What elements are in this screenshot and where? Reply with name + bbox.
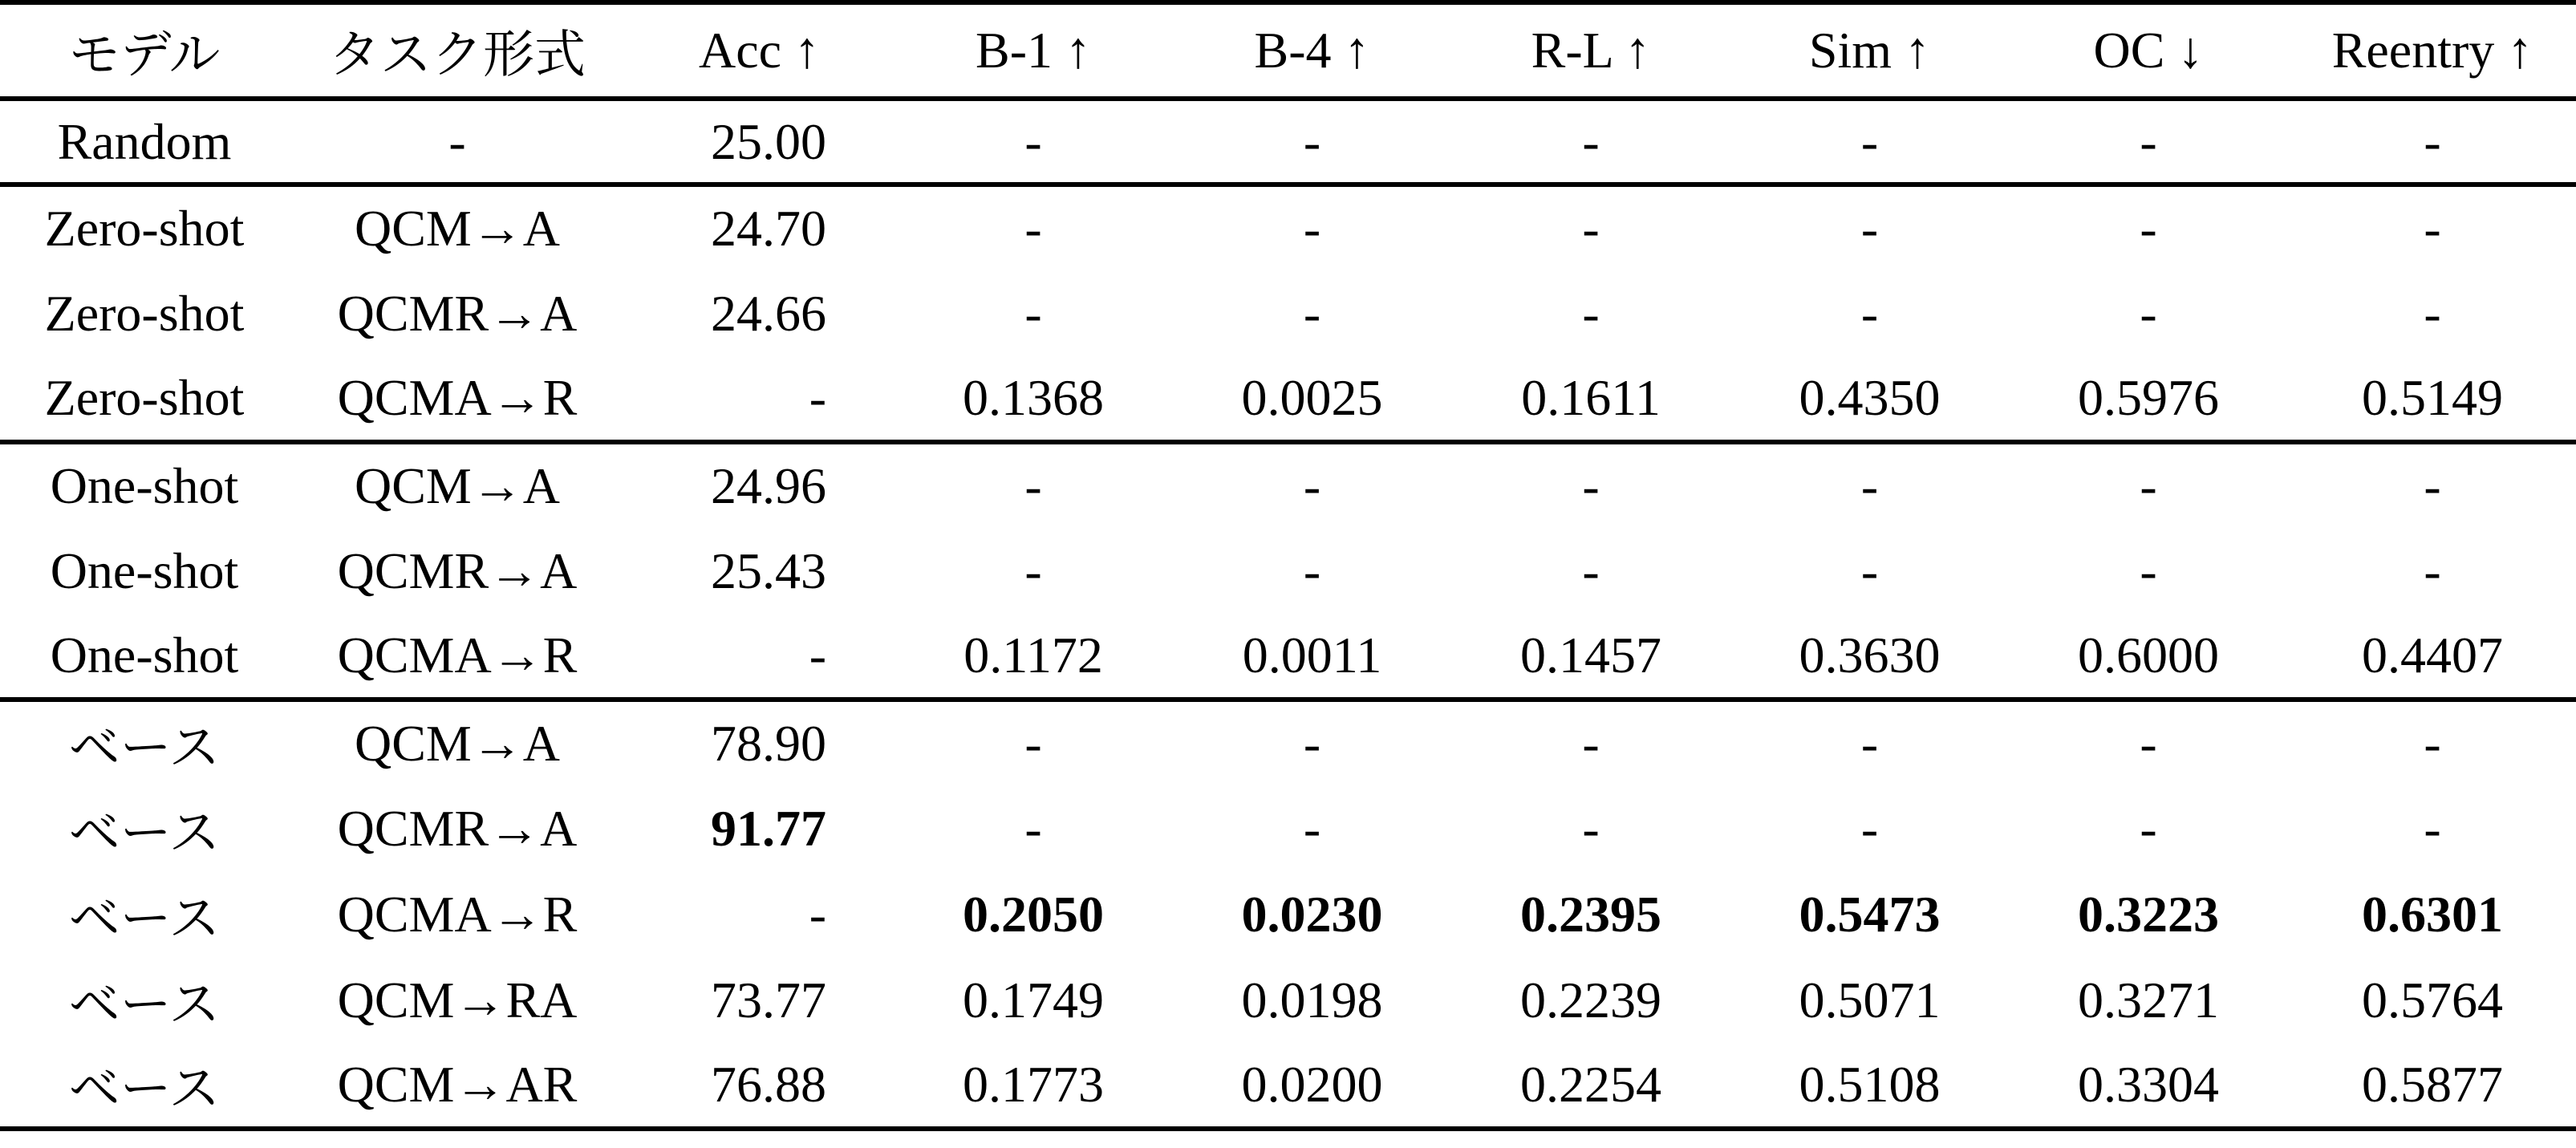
cell-sim: 0.4350: [1731, 356, 2008, 442]
cell-task: -: [289, 99, 626, 185]
cell-rl: 0.2395: [1520, 885, 1661, 943]
cell-oc: 0.6000: [2008, 614, 2289, 700]
cell-oc: -: [2140, 200, 2157, 257]
cell-acc: 91.77: [711, 799, 826, 857]
cell-b4: -: [1303, 457, 1321, 514]
table-row: [0, 270, 2576, 356]
cell-b1: -: [1024, 799, 1042, 857]
cell-acc: 73.77: [711, 971, 826, 1028]
cell-sim: 0.5473: [1799, 885, 1941, 943]
cell-reentry: 0.5149: [2289, 356, 2576, 442]
table-row: [0, 785, 2576, 871]
cell-rl: 0.2254: [1450, 1043, 1731, 1129]
cell-b4: 0.0198: [1241, 971, 1383, 1028]
cell-b1: -: [1024, 457, 1042, 514]
cell-oc: 0.3223: [2078, 885, 2219, 943]
cell-model: Zero-shot: [0, 356, 289, 442]
cell-sim: 0.3630: [1731, 614, 2008, 700]
cell-rl: 0.1611: [1450, 356, 1731, 442]
cell-sim: 0.5108: [1731, 1043, 2008, 1129]
cell-sim: -: [1860, 542, 1879, 599]
table-row: [0, 528, 2576, 614]
table-row: [0, 356, 2576, 442]
header-reentry: Reentry ↑: [2289, 2, 2576, 99]
cell-acc: 78.90: [711, 715, 826, 772]
cell-model: ベース: [0, 1043, 289, 1129]
cell-reentry: -: [2424, 457, 2441, 514]
header-model: モデル: [0, 2, 289, 99]
cell-b4: 0.0011: [1174, 614, 1450, 700]
cell-b4: -: [1303, 284, 1321, 342]
table-row: [0, 1043, 2576, 1129]
cell-rl: -: [1582, 799, 1600, 857]
cell-oc: -: [2008, 99, 2289, 185]
cell-b1: 0.1749: [963, 971, 1104, 1028]
cell-sim: -: [1860, 284, 1879, 342]
cell-b1: 0.1172: [893, 614, 1174, 700]
header-acc: Acc ↑: [626, 2, 893, 99]
cell-sim: -: [1860, 799, 1879, 857]
cell-oc: -: [2140, 457, 2157, 514]
cell-b1: -: [1024, 542, 1042, 599]
cell-rl: -: [1582, 715, 1600, 772]
cell-b4: -: [1303, 542, 1321, 599]
cell-oc: 0.3304: [2008, 1043, 2289, 1129]
cell-reentry: -: [2424, 284, 2441, 342]
header-b1: B-1 ↑: [893, 2, 1174, 99]
cell-sim: -: [1731, 99, 2008, 185]
table-row: [0, 700, 2576, 785]
cell-b1: 0.1368: [893, 356, 1174, 442]
cell-acc: 24.66: [711, 284, 826, 342]
cell-reentry: 0.6301: [2362, 885, 2503, 943]
cell-reentry: 0.5764: [2362, 971, 2503, 1028]
cell-model: Zero-shot: [44, 284, 245, 342]
cell-b4: 0.0200: [1174, 1043, 1450, 1129]
cell-task: QCM→A: [354, 715, 561, 772]
cell-b1: -: [1024, 200, 1042, 257]
cell-model: ベース: [68, 890, 221, 947]
header-sim: Sim ↑: [1731, 2, 2008, 99]
cell-reentry: -: [2424, 542, 2441, 599]
cell-task: QCMA→R: [289, 356, 626, 442]
cell-acc: -: [809, 885, 826, 943]
cell-reentry: 0.5877: [2289, 1043, 2576, 1129]
cell-b4: -: [1303, 200, 1321, 257]
cell-b1: 0.2050: [963, 885, 1104, 943]
cell-model: Zero-shot: [44, 200, 245, 257]
cell-rl: 0.2239: [1520, 971, 1661, 1028]
cell-acc: 24.96: [711, 457, 826, 514]
cell-rl: -: [1582, 200, 1600, 257]
cell-acc: -: [626, 356, 893, 442]
cell-sim: -: [1860, 200, 1879, 257]
cell-reentry: -: [2424, 200, 2441, 257]
cell-acc: -: [626, 614, 893, 700]
cell-b4: 0.0230: [1241, 885, 1383, 943]
cell-oc: 0.3271: [2078, 971, 2219, 1028]
cell-reentry: -: [2424, 799, 2441, 857]
cell-b4: -: [1303, 799, 1321, 857]
cell-rl: -: [1582, 284, 1600, 342]
cell-reentry: -: [2289, 99, 2576, 185]
cell-task: QCM→A: [354, 200, 561, 257]
header-oc: OC ↓: [2008, 2, 2289, 99]
cell-acc: 24.70: [711, 200, 826, 257]
cell-rl: -: [1450, 99, 1731, 185]
table-row: [0, 871, 2576, 957]
header-row: [0, 2, 2576, 99]
cell-task: QCMR→A: [337, 284, 578, 342]
cell-task: QCMR→A: [337, 799, 578, 857]
cell-task: QCMR→A: [337, 542, 578, 599]
table-row: [0, 614, 2576, 700]
cell-task: QCM→RA: [337, 971, 578, 1028]
table-row: [0, 185, 2576, 270]
header-rl: R-L ↑: [1450, 2, 1731, 99]
cell-sim: -: [1860, 715, 1879, 772]
cell-b1: 0.1773: [893, 1043, 1174, 1129]
cell-b4: -: [1174, 99, 1450, 185]
cell-model: Random: [0, 99, 289, 185]
cell-task: QCMA→R: [289, 614, 626, 700]
cell-task: QCM→AR: [289, 1043, 626, 1129]
cell-model: ベース: [68, 720, 221, 777]
cell-model: One-shot: [50, 542, 239, 599]
cell-reentry: -: [2424, 715, 2441, 772]
cell-oc: -: [2140, 799, 2157, 857]
cell-b1: -: [893, 99, 1174, 185]
header-task: タスク形式: [289, 2, 626, 99]
cell-model: ベース: [68, 976, 221, 1033]
cell-b1: -: [1024, 284, 1042, 342]
cell-model: ベース: [68, 804, 221, 862]
cell-task: QCMA→R: [337, 885, 578, 943]
cell-oc: -: [2140, 715, 2157, 772]
cell-sim: 0.5071: [1799, 971, 1941, 1028]
cell-b1: -: [1024, 715, 1042, 772]
cell-acc: 76.88: [626, 1043, 893, 1129]
cell-rl: -: [1582, 457, 1600, 514]
cell-model: One-shot: [0, 614, 289, 700]
cell-b4: -: [1303, 715, 1321, 772]
table-row: [0, 442, 2576, 528]
cell-b4: 0.0025: [1174, 356, 1450, 442]
cell-acc: 25.00: [626, 99, 893, 185]
table-row: [0, 957, 2576, 1043]
cell-rl: -: [1582, 542, 1600, 599]
cell-reentry: 0.4407: [2289, 614, 2576, 700]
cell-model: One-shot: [50, 457, 239, 514]
header-b4: B-4 ↑: [1174, 2, 1450, 99]
cell-acc: 25.43: [711, 542, 826, 599]
cell-oc: -: [2140, 542, 2157, 599]
cell-oc: -: [2140, 284, 2157, 342]
cell-oc: 0.5976: [2008, 356, 2289, 442]
cell-sim: -: [1860, 457, 1879, 514]
cell-task: QCM→A: [354, 457, 561, 514]
table-row: [0, 99, 2576, 185]
cell-rl: 0.1457: [1450, 614, 1731, 700]
